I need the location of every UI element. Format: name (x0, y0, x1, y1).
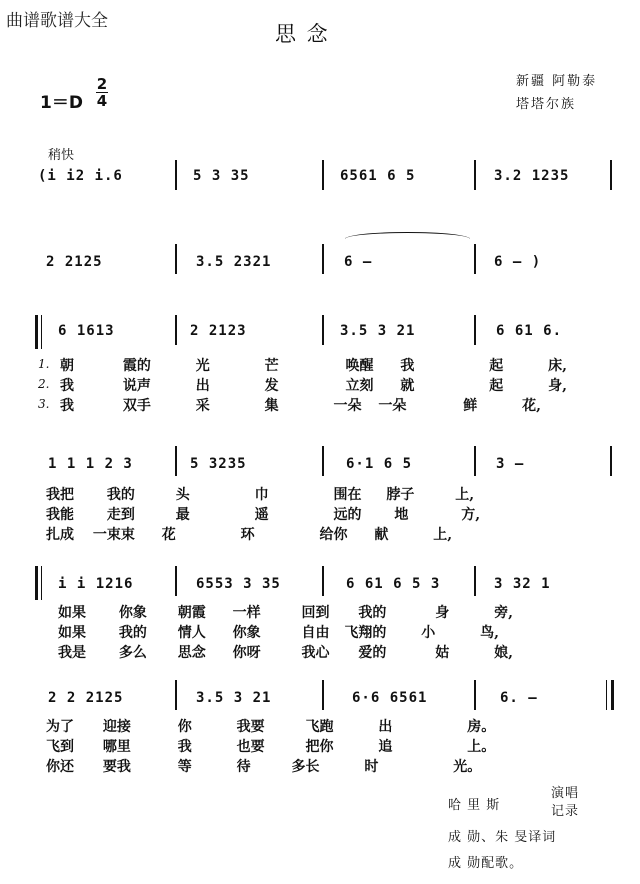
measure-11: 3.5 3 21 (340, 323, 416, 339)
lyric-word: 双手 (122, 398, 151, 414)
measure-16: 3 – (496, 456, 525, 472)
lyric-word: 你 (177, 719, 192, 735)
lyric-word: 献 (374, 527, 389, 543)
lyric-word: 我的 (118, 625, 147, 641)
lyric-s5-v1 (58, 602, 513, 622)
lyric-word: 房。 (467, 719, 496, 735)
repeat-end-barline (611, 680, 614, 710)
barline (322, 160, 324, 190)
lyric-word: 我的 (358, 605, 387, 621)
lyric-word: 我要 (236, 719, 265, 735)
lyric-s6-v3 (46, 756, 481, 776)
lyric-word: 也要 (236, 739, 265, 755)
lyric-s5-v2 (58, 622, 499, 642)
measure-14: 5 3235 (190, 456, 247, 472)
lyric-word: 姑 (435, 645, 450, 661)
barline (175, 244, 177, 274)
measure-18: 6553 3 35 (196, 576, 281, 592)
lyric-s3-v2 (60, 375, 567, 395)
lyric-word: 起 (489, 378, 504, 394)
lyric-word: 鲜 (463, 398, 478, 414)
time-signature (96, 76, 108, 109)
barline (474, 446, 476, 476)
system-6 (0, 676, 640, 786)
measure-19: 6 61 6 5 3 (346, 576, 441, 592)
lyric-word: 扎成 (46, 527, 74, 543)
lyric-word: 你象 (232, 625, 261, 641)
lyric-word: 为了 (46, 719, 74, 735)
measure-8: 6 – ) (494, 254, 542, 270)
lyric-word: 我是 (58, 645, 86, 661)
measure-3: 6561 6 5 (340, 168, 416, 184)
lyric-word: 围在 (333, 487, 362, 503)
measure-24: 6. – (500, 690, 538, 706)
watermark: 曲谱歌谱大全 (6, 11, 108, 31)
time-sig-bottom: 4 (96, 92, 108, 110)
barline (474, 566, 476, 596)
lyric-word: 我把 (46, 487, 74, 503)
repeat-start-thin (41, 566, 42, 600)
lyric-word: 一样 (232, 605, 261, 621)
lyric-word: 我 (60, 398, 74, 414)
lyric-word: 身 (435, 605, 450, 621)
measure-22: 3.5 3 21 (196, 690, 272, 706)
barline (322, 446, 324, 476)
lyric-word: 芒 (264, 358, 279, 374)
lyric-word: 上, (455, 487, 475, 503)
barline (175, 446, 177, 476)
lyric-word: 上。 (467, 739, 496, 755)
tie (345, 232, 470, 239)
lyric-word: 你呀 (232, 645, 261, 661)
lyric-s4-v2 (46, 504, 480, 524)
lyric-word: 情人 (177, 625, 206, 641)
lyric-word: 多长 (291, 759, 320, 775)
lyric-word: 我能 (46, 507, 74, 523)
lyric-word: 待 (236, 759, 251, 775)
lyric-word: 说声 (122, 378, 151, 394)
measure-9: 6 1613 (58, 323, 115, 339)
measure-21: 2 2 2125 (48, 690, 124, 706)
lyric-word: 采 (195, 398, 210, 414)
system-4 (0, 440, 640, 550)
measure-7: 6 – (344, 254, 373, 270)
key-signature: 1＝D (40, 93, 83, 113)
barline (322, 244, 324, 274)
lyric-word: 最 (175, 507, 190, 523)
repeat-start-barline (35, 566, 38, 600)
lyric-word: 哪里 (102, 739, 131, 755)
lyric-s4-v3 (46, 524, 452, 544)
system-3 (0, 305, 640, 415)
lyric-word: 给你 (319, 527, 348, 543)
lyric-word: 花, (522, 398, 541, 414)
lyric-word: 我 (400, 358, 415, 374)
lyric-s5-v3 (58, 642, 513, 662)
barline (474, 315, 476, 345)
measure-6: 3.5 2321 (196, 254, 272, 270)
barline (175, 680, 177, 710)
lyric-word: 身, (548, 378, 567, 394)
lyric-word: 时 (364, 759, 379, 775)
lyric-s6-v1 (46, 716, 495, 736)
measure-13: 1 1 1 2 3 (48, 456, 133, 472)
lyric-word: 发 (264, 378, 279, 394)
lyric-word: 巾 (254, 487, 269, 503)
barline (175, 566, 177, 596)
lyric-word: 如果 (58, 605, 86, 621)
lyric-word: 光。 (453, 759, 482, 775)
barline (322, 680, 324, 710)
lyric-word: 脖子 (386, 487, 415, 503)
lyric-word: 走到 (106, 507, 135, 523)
system-1 (0, 160, 640, 200)
repeat-start-barline (35, 315, 38, 349)
lyric-word: 床, (548, 358, 567, 374)
translator-credit: 成 勋、朱 旻译词 (448, 830, 557, 845)
lyric-word: 要我 (102, 759, 131, 775)
lyric-word: 飞到 (46, 739, 74, 755)
lyric-s4-v1 (46, 484, 474, 504)
lyric-word: 一朵 (333, 398, 362, 414)
lyric-word: 回到 (301, 605, 330, 621)
verse-number-2: 2. (38, 377, 50, 391)
lyric-word: 霞的 (122, 358, 151, 374)
lyric-word: 一朵 (378, 398, 407, 414)
lyric-word: 一束束 (92, 527, 135, 543)
barline (474, 680, 476, 710)
lyric-word: 你象 (118, 605, 147, 621)
barline (474, 160, 476, 190)
lyric-word: 出 (378, 719, 393, 735)
lyric-word: 我心 (301, 645, 330, 661)
lyric-word: 唤醒 (345, 358, 374, 374)
time-sig-top: 2 (96, 75, 108, 93)
lyric-word: 出 (195, 378, 210, 394)
repeat-end-thin (606, 680, 607, 710)
lyric-word: 光 (195, 358, 210, 374)
lyric-word: 方, (461, 507, 481, 523)
lyric-word: 上, (433, 527, 453, 543)
system-5 (0, 560, 640, 670)
lyric-s3-v1 (60, 355, 567, 375)
lyric-word: 等 (177, 759, 192, 775)
measure-12: 6 61 6. (496, 323, 563, 339)
lyric-word: 就 (400, 378, 415, 394)
system-2 (0, 232, 640, 272)
repeat-end-barline (610, 446, 612, 476)
measure-4: 3.2 1235 (494, 168, 570, 184)
lyric-word: 你还 (46, 759, 74, 775)
tempo-marking: 稍快 (48, 148, 75, 163)
measure-20: 3 32 1 (494, 576, 551, 592)
measure-1: (i i2 i.6 (38, 168, 123, 184)
performer-role-sing: 演唱 (551, 786, 580, 801)
lyric-s6-v2 (46, 736, 495, 756)
lyric-word: 鸟, (480, 625, 499, 641)
lyric-word: 远的 (333, 507, 362, 523)
performer-name: 哈 里 斯 (448, 798, 501, 813)
lyric-word: 飞跑 (305, 719, 334, 735)
lyric-word: 集 (264, 398, 279, 414)
lyric-word: 遥 (254, 507, 269, 523)
origin-credit-ethnic: 塔塔尔族 (516, 97, 577, 112)
barline (322, 315, 324, 345)
lyric-word: 小 (421, 625, 436, 641)
repeat-start-thin (41, 315, 42, 349)
origin-credit-region: 新疆 阿勒泰 (516, 74, 598, 89)
measure-10: 2 2123 (190, 323, 247, 339)
lyric-word: 把你 (305, 739, 334, 755)
lyric-word: 飞翔的 (344, 625, 387, 641)
lyric-word: 迎接 (102, 719, 131, 735)
measure-23: 6·6 6561 (352, 690, 428, 706)
lyric-word: 我 (60, 378, 74, 394)
lyric-word: 如果 (58, 625, 86, 641)
verse-number-1: 1. (38, 357, 50, 371)
lyric-word: 头 (175, 487, 190, 503)
lyric-word: 朝霞 (177, 605, 206, 621)
lyric-word: 思念 (177, 645, 206, 661)
arranger-credit: 成 勋配歌。 (448, 856, 524, 871)
lyric-word: 环 (240, 527, 255, 543)
barline (175, 160, 177, 190)
lyric-word: 旁, (494, 605, 513, 621)
song-title: 思 念 (275, 22, 330, 46)
measure-5: 2 2125 (46, 254, 103, 270)
lyric-word: 多么 (118, 645, 147, 661)
lyric-word: 我的 (106, 487, 135, 503)
lyric-word: 我 (177, 739, 192, 755)
barline (175, 315, 177, 345)
measure-15: 6·1 6 5 (346, 456, 413, 472)
lyric-word: 自由 (301, 625, 330, 641)
measure-17: i i 1216 (58, 576, 134, 592)
performer-role-record: 记录 (551, 804, 580, 819)
barline (322, 566, 324, 596)
lyric-word: 爱的 (358, 645, 387, 661)
lyric-word: 花 (161, 527, 176, 543)
lyric-word: 地 (394, 507, 409, 523)
lyric-word: 追 (378, 739, 393, 755)
barline (474, 244, 476, 274)
lyric-s3-v3 (60, 395, 541, 415)
lyric-word: 起 (489, 358, 504, 374)
lyric-word: 立刻 (345, 378, 374, 394)
verse-number-3: 3. (38, 397, 50, 411)
barline (610, 160, 612, 190)
measure-2: 5 3 35 (193, 168, 250, 184)
lyric-word: 朝 (60, 358, 74, 374)
lyric-word: 娘, (494, 645, 513, 661)
